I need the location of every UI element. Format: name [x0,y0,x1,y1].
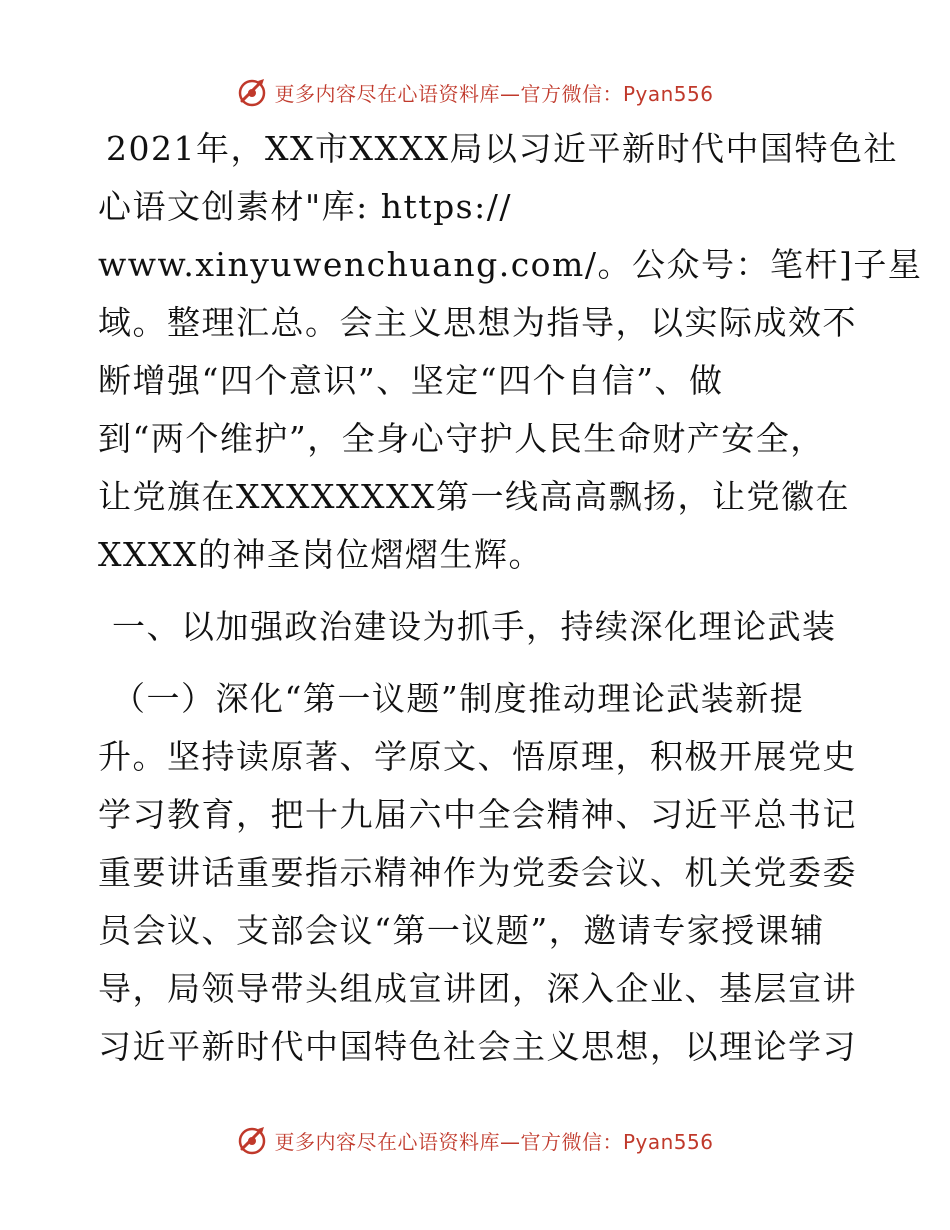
text-line: 习近平新时代中国特色社会主义思想，以理论学习 [98,1027,857,1066]
watermark-footer [0,1120,950,1160]
watermark-text: 更多内容尽在心语资料库—官方微信：Pyan556 [274,1129,714,1154]
document-body [98,120,923,1076]
pen-logo-icon [236,1123,270,1157]
text-line: 员会议、支部会议“第一议题”，邀请专家授课辅 [98,911,825,950]
text-line: www.xinyuwenchuang.com/。公众号：笔杆]子星 [98,245,923,284]
text-line: XXXX的神圣岗位熠熠生辉。 [98,535,543,574]
text-line: 让党旗在XXXXXXXX第一线高高飘扬，让党徽在 [98,477,850,516]
text-line: 升。坚持读原著、学原文、悟原理，积极开展党史 [98,737,857,776]
text-line: 2021年，XX市XXXX局以习近平新时代中国特色社 [106,129,898,168]
watermark-text: 更多内容尽在心语资料库—官方微信：Pyan556 [274,81,714,106]
text-line: 域。整理汇总。会主义思想为指导，以实际成效不 [98,303,857,342]
text-line: 重要讲话重要指示精神作为党委会议、机关党委委 [98,853,857,892]
text-line: 断增强“四个意识”、坚定“四个自信”、做 [98,361,724,400]
text-line: （一）深化“第一议题”制度推动理论武装新提 [112,679,805,718]
text-line: 导，局领导带头组成宣讲团，深入企业、基层宣讲 [98,969,857,1008]
text-line: 到“两个维护”，全身心守护人民生命财产安全， [98,419,825,458]
text-line: 学习教育，把十九届六中全会精神、习近平总书记 [98,795,857,834]
section-heading: 一、以加强政治建设为抓手，持续深化理论武装 [112,607,837,646]
text-line: 心语文创素材"库: https:// [98,187,512,226]
watermark-header [0,72,950,112]
pen-logo-icon [236,75,270,109]
